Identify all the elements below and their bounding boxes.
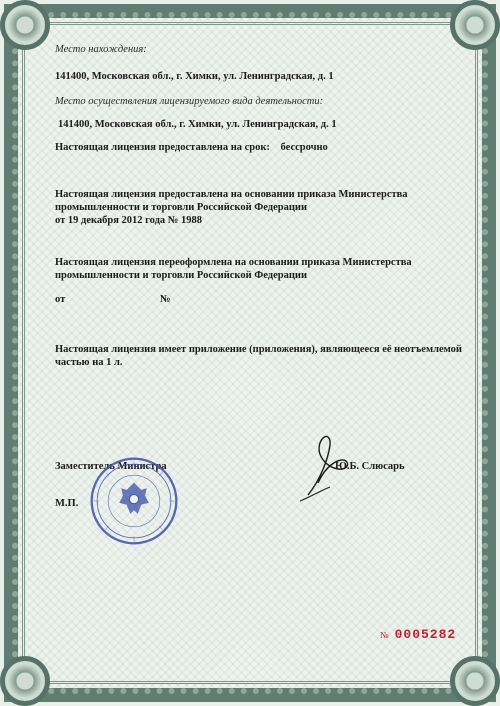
official-seal [88, 455, 180, 547]
signer-title: Заместитель Министра [55, 461, 167, 472]
term-value: бессрочно [280, 142, 328, 153]
appendix-line-2: частью на 1 л. [55, 357, 123, 368]
reissue-line-2: промышленности и торговли Российской Федерации [55, 270, 307, 281]
reissue-from: от [55, 294, 66, 305]
serial-number [380, 627, 456, 642]
seal-place: М.П. [55, 498, 79, 509]
serial-symbol: № [380, 630, 389, 640]
activity-place-label: Место осуществления лицензируемого вида деятельности: [55, 96, 324, 107]
corner-ornament-tr [450, 0, 500, 50]
location-address: 141400, Московская обл., г. Химки, ул. Ленинградская, д. 1 [55, 71, 334, 82]
reissue-number: № [160, 294, 171, 305]
signature [290, 425, 360, 505]
serial-value: 0005282 [394, 627, 457, 642]
basis-line-3: от 19 декабря 2012 года № 1988 [55, 215, 202, 226]
appendix-line-1: Настоящая лицензия имеет приложение (приложения), являющееся её неотъемлемой [55, 344, 462, 355]
corner-ornament-tl [0, 0, 50, 50]
term-label: Настоящая лицензия предоставлена на срок: [55, 142, 270, 153]
basis-line-1: Настоящая лицензия предоставлена на основании приказа Министерства [55, 189, 408, 200]
activity-address: 141400, Московская обл., г. Химки, ул. Ленинградская, д. 1 [58, 119, 337, 130]
corner-ornament-br [450, 656, 500, 706]
location-label: Место нахождения: [55, 44, 147, 55]
signer-name: Ю.Б. Слюсарь [335, 461, 405, 472]
basis-line-2: промышленности и торговли Российской Федерации [55, 202, 307, 213]
corner-ornament-bl [0, 656, 50, 706]
microprint-line: ································································································· [130, 681, 254, 686]
reissue-line-1: Настоящая лицензия переоформлена на основании приказа Министерства [55, 257, 412, 268]
term-line [55, 141, 328, 155]
